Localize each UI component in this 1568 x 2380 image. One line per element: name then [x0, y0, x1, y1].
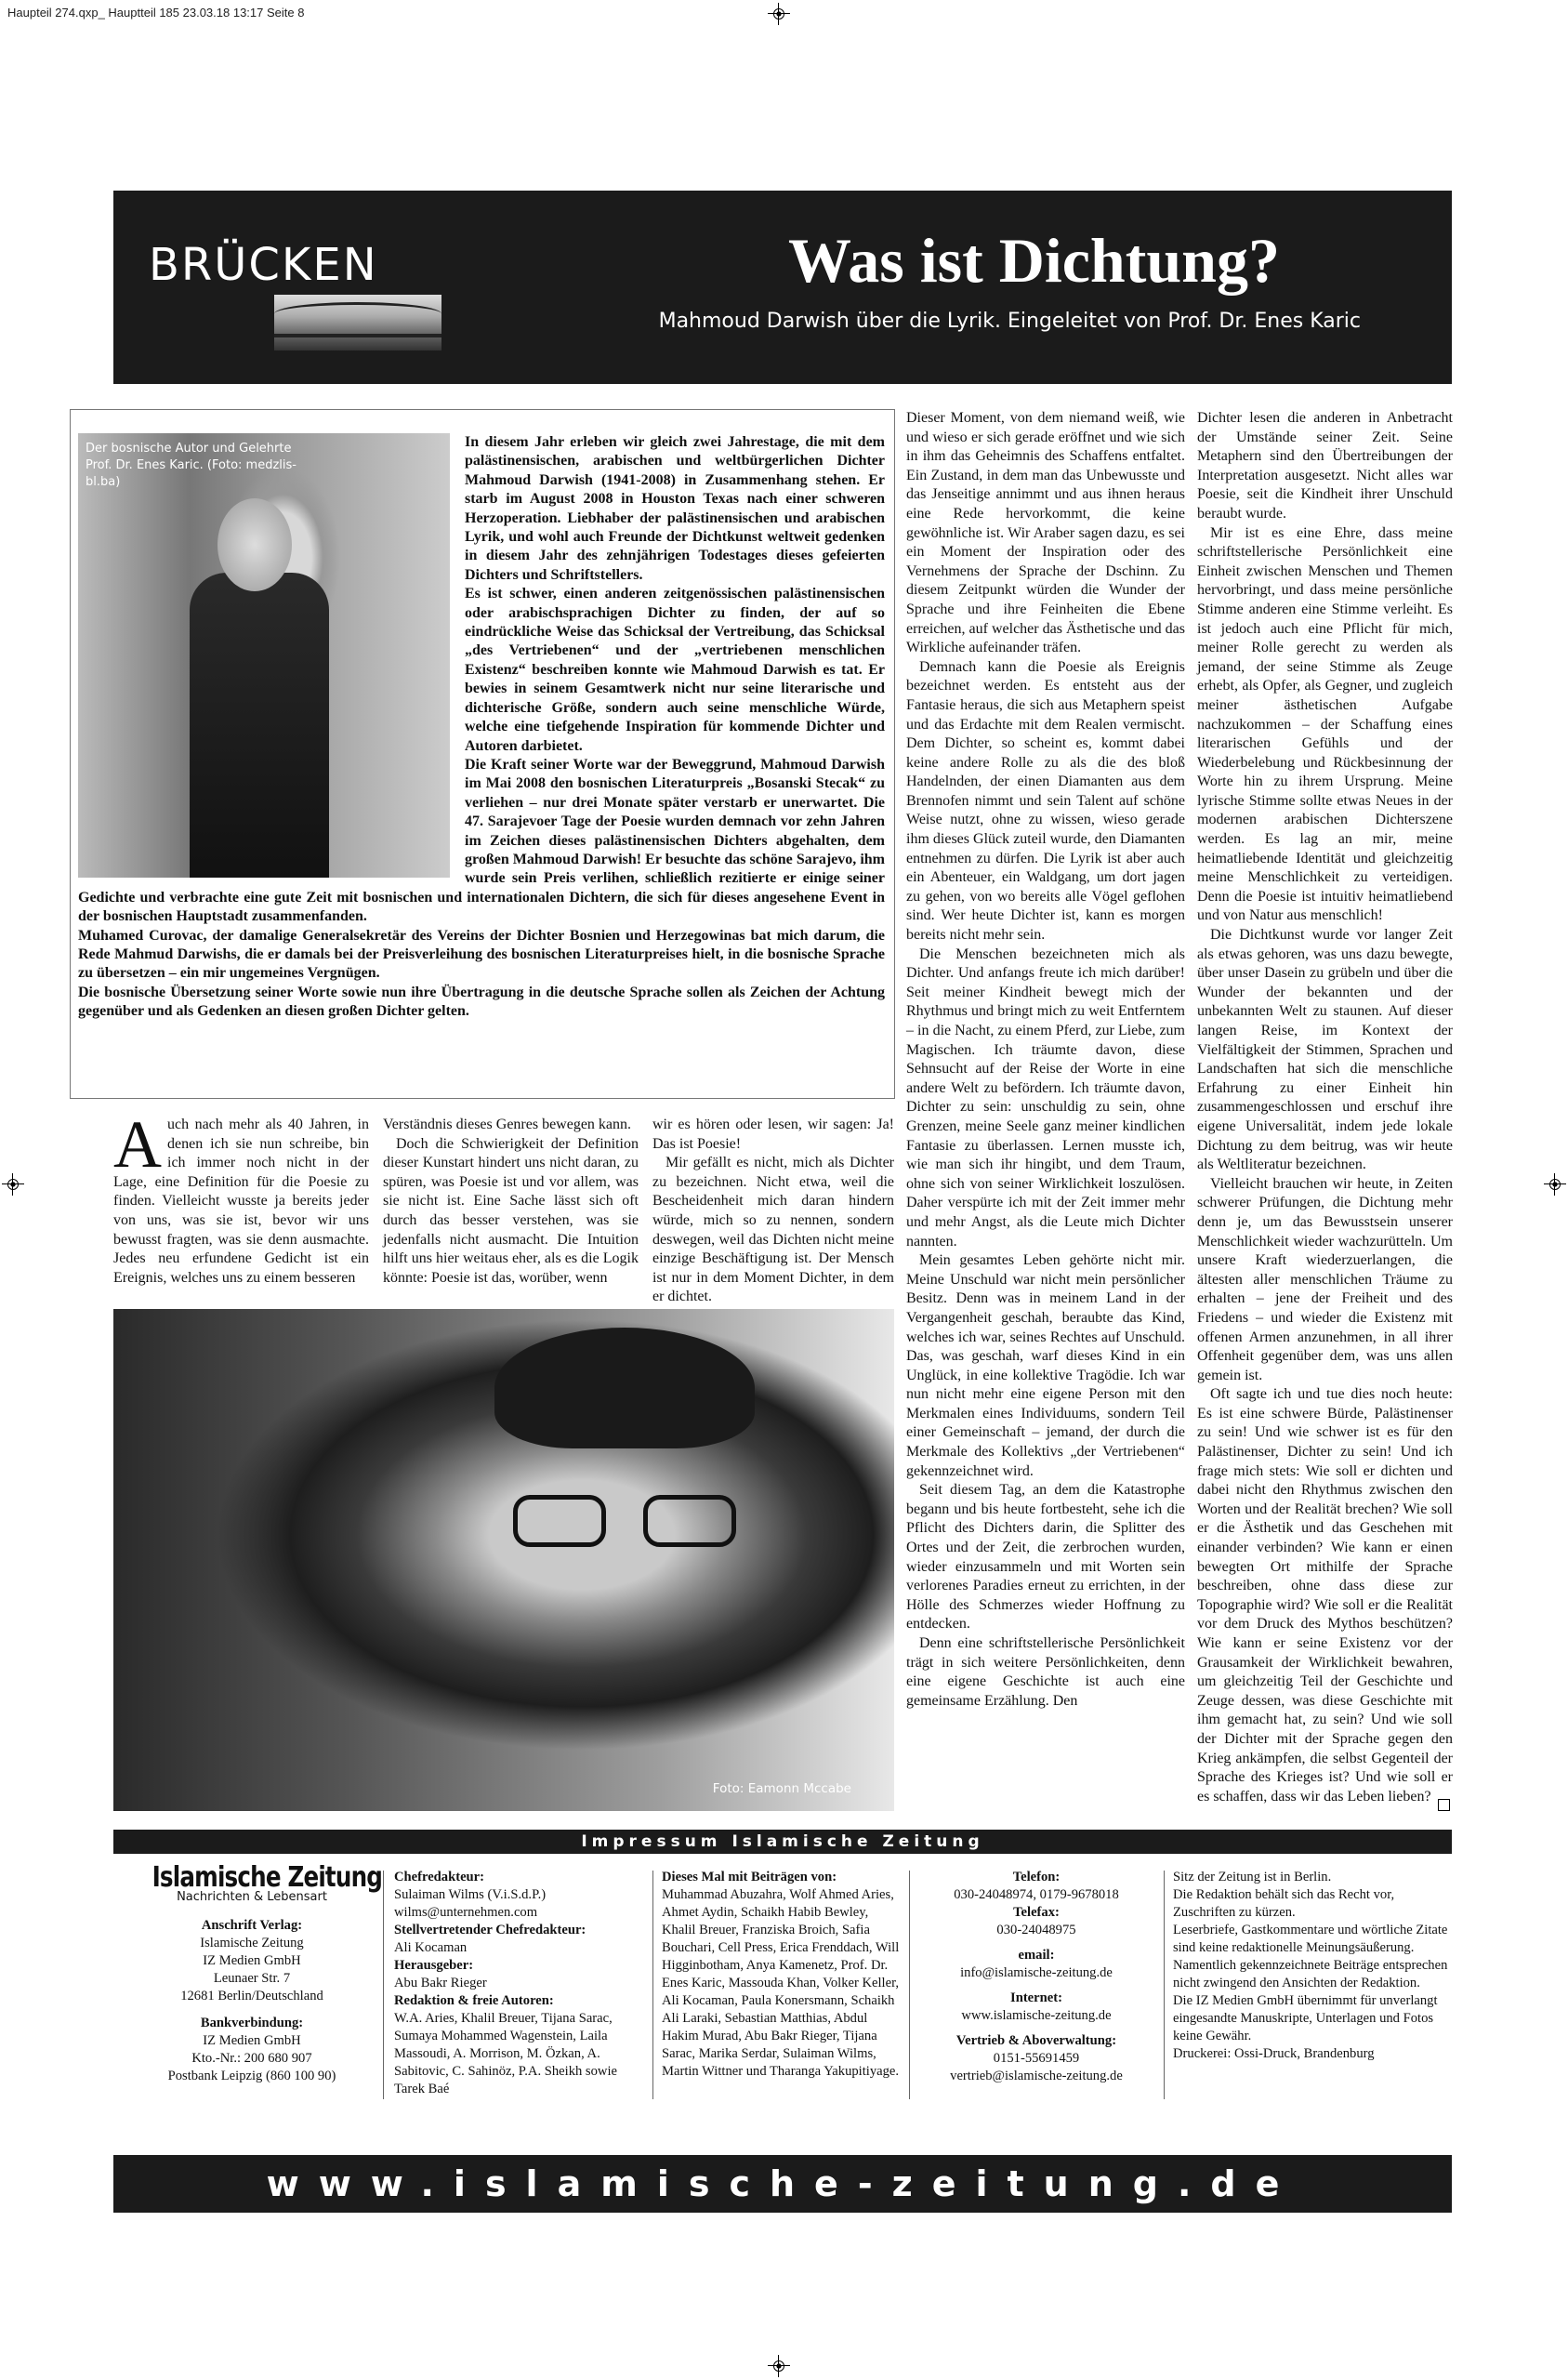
- legal-line: Die IZ Medien GmbH übernimmt für unverlangt eingesandte Manuskripte, Unterlagen und Fotos keine Gewähr.: [1173, 1993, 1438, 2043]
- article-column-5: [1197, 409, 1453, 1806]
- impressum-publisher: [130, 1861, 383, 2085]
- newspaper-logo: Islamische Zeitung: [152, 1861, 383, 1894]
- internet-label: Internet:: [1010, 1990, 1062, 2005]
- article-paragraph: uch nach mehr als 40 Jahren, in denen ich sie nun schreibe, bin ich immer noch nicht in der Lage, eine Definition für die Poesie zu finden. Vielleicht wusste ja bereits jeder von uns, was sie ist, bevor wir uns bewusst fragten, was sie denn ausmachte. Jedes neu erfundene Gedicht ist ein Ereignis, welches uns zu einem besseren: [113, 1117, 369, 1286]
- bridge-image: [274, 295, 441, 350]
- article-paragraph: Mir ist es eine Ehre, dass meine schriftstellerische Persönlichkeit eine Einheit zwischen Menschen und Themen hervorbringt, und dass meine persönliche Stimme anderen eine Stimme verleiht. Es ist jedoch auch eine Pflicht für mich, meiner Rolle gerecht zu werden als jemand, der seine Stimme als Zeuge erhebt, als Opfer, als Gegner, und zugleich meiner ästhetischen Aufgabe nachzukommen – der Schaffung eines literarischen Gefühls und der Wiederbelebung und Rückbesinnung der Worte hin zu ihrem Ursprung. Meine lyrische Stimme sollte etwas Neues in der modernen arabischen Dichterszene werden. Es lag an mir, meine heimatliebende Identität und gleichzeitig meine Menschlichkeit zu verteidigen. Denn die Poesie ist intuitiv heimatliebend und von Natur aus menschlich!: [1197, 524, 1453, 924]
- darwish-portrait: [113, 1309, 894, 1811]
- crop-mark-icon: [768, 2355, 790, 2377]
- crop-mark-icon: [768, 3, 790, 25]
- contributors-list: Muhammad Abuzahra, Wolf Ahmed Aries, Ahmet Aydin, Schaikh Habib Bewley, Khalil Breuer, Franziska Broich, Safia Bouchari, Cell Press, Erica Frenddach, Will Higginbotham, Anya Kamenetz, Prof. Dr. Enes Karic, Massouda Khan, Volker Keller, Ali Kocaman, Paula Konersmann, Schaikh Ali Laraki, Sebastian Matthias, Abdul Hakim Murad, Abu Bakr Rieger, Tijana Sarac, Marika Serdar, Sulaiman Wilms, Martin Wittner und Tharanga Yakupitiyage.: [662, 1887, 900, 2079]
- article-paragraph: Doch die Schwierigkeit der Definition dieser Kunstart hindert uns nicht daran, zu spüren, was Poesie ist und vor allem, was sie nicht ist. Eine Sache lässt sich oft durch das besser verstehen, was sie jedenfalls nicht ausmacht. Die Intuition hilft uns hier weitaus eher, als es die Logik könnte: Poesie ist das, worüber, wenn: [383, 1135, 639, 1286]
- drop-cap: A: [113, 1107, 162, 1182]
- article-paragraph: Dichter lesen die anderen in Anbetracht der Umstände seiner Zeit. Seine Metaphern sind den Übertreibungen der Interpretation ausgesetzt. Nicht alles war Poesie, seit die Kindheit ihrer Unschuld beraubt wurde.: [1197, 410, 1453, 522]
- article-paragraph: Mir gefällt es nicht, mich als Dichter zu bezeichnen. Nicht etwa, weil die Bescheidenheit mich daran hindern würde, mich so zu nennen, sondern deswegen, weil das Dichten nicht meine einzige Beschäftigung ist. Der Mensch ist nur in dem Moment Dichter, in dem er dichtet.: [652, 1155, 894, 1305]
- article-column-2: [383, 1116, 639, 1288]
- photo-credit: Foto: Eamonn Mccabe: [712, 1781, 851, 1796]
- article-paragraph: Die Menschen bezeichneten mich als Dichter. Und anfangs freute ich mich darüber! Seit meiner Kindheit bewegt mich der Rhythmus und bringt mich zu weit Entferntem – in die Nacht, zu einem Pferd, zur Liebe, zum Magischen. Ich träumte davon, diese Sehnsucht auf der Reise der Worte in eine andere Welt zu befördern. Ich träumte davon, Dichter zu sein: unschuldig zu sein, ohne Grenzen, meine Seele ganz meiner kindlichen Fantasie zu überlassen. Lernen musste ich, wie man sich ihr hingibt, und dem Traum, ohne sich von seiner Wirklichkeit loszulösen. Daher verspürte ich mit der Zeit immer mehr und mehr Angst, als die Leute mich Dichter nannten.: [906, 945, 1185, 1250]
- divider: [909, 1871, 910, 2099]
- print-slug: Haupteil 274.qxp_ Hauptteil 185 23.03.18 13:17 Seite 8: [7, 6, 305, 20]
- publisher2-label: Herausgeber:: [394, 1958, 474, 1973]
- article-paragraph: Vielleicht brauchen wir heute, in Zeiten schwerer Prüfungen, die Dichtung mehr denn je, um das Bewusstsein unserer Menschlichkeit wieder wachzurütteln. Um unsere Kraft wiederzuerlangen, die ältesten aller menschlichen Träume zu erhalten – jene der Freiheit und des Friedens – und wieder die Existenz mit offenen Armen anzunehmen, in all ihrer Offenheit gegenüber dem, was uns allen gemein ist.: [1197, 1175, 1453, 1383]
- impressum-bar: Impressum Islamische Zeitung: [113, 1830, 1452, 1854]
- staff-label: Redaktion & freie Autoren:: [394, 1993, 554, 2008]
- legal-line: Sitz der Zeitung ist in Berlin.: [1173, 1870, 1332, 1884]
- article-column-3: [652, 1116, 894, 1307]
- address-line: IZ Medien GmbH: [203, 1953, 301, 1968]
- legal-line: Die Redaktion behält sich das Recht vor, Zuschriften zu kürzen.: [1173, 1887, 1395, 1920]
- editor-label: Chefredakteur:: [394, 1870, 485, 1884]
- staff-list: W.A. Aries, Khalil Breuer, Tijana Sarac, Sumaya Mohammed Wagenstein, Laila Massoudi, A. Morrison, M. Özkan, A. Sabitovic, C. Sahinöz, P.A. Sheikh sowie Tarek Baé: [394, 2011, 617, 2096]
- author-photo: [78, 433, 450, 878]
- logo-tagline: Nachrichten & Lebensart: [177, 1890, 327, 1904]
- article-paragraph: Denn eine schriftstellerische Persönlichkeit trägt in sich weitere Persönlichkeiten, denn eine eigene Geschichte ist auch eine gemeinsame Erzählung. Den: [906, 1635, 1185, 1709]
- address-line: Islamische Zeitung: [200, 1936, 304, 1950]
- article-paragraph: Demnach kann die Poesie als Ereignis bezeichnet werden. Es entsteht aus der Fantasie heraus, die sich aus Metaphern speist und das Erdachte mit dem Realen vermischt. Dem Dichter, so scheint es, kommt dabei keine andere Rolle zu als die des bloß Handelnden, der einen Diamanten aus dem Brennofen nimmt und sein Talent auf schöne Weise nutzt, ohne zu wissen, wieso gerade ihm dieses Glück zuteil wurde, den Diamanten entnehmen zu dürfen. Die Lyrik ist aber auch ein Abenteuer, ein Waldgang, um dort jagen zu gehen, von wo bereits alle Vögel geflohen sind. Wer heute Dichter ist, kann es morgen bereits nicht mehr sein.: [906, 658, 1185, 944]
- legal-line: Namentlich gekennzeichnete Beiträge entsprechen nicht zwingend den Ansichten der Redaktion.: [1173, 1958, 1448, 1990]
- crop-mark-icon: [2, 1173, 24, 1196]
- sales-phone: 0151-55691459: [993, 2051, 1080, 2066]
- article-paragraph: Dieser Moment, von dem niemand weiß, wie und wieso er sich gerade eröffnet und wie sich in ihm das Geheimnis des Schaffens entfaltet. Ein Zustand, in dem man das Unbewusste und das Jenseitige annimmt und aus ihnen heraus eine Rede hervorkommt, die keine gewöhnliche ist. Wir Araber sagen dazu, es sei ein Moment der Inspiration oder des Vernehmens der Sprache der Dschinn. Zu diesem Zeitpunkt würden die Wunder der Sprache und ihre Feinheiten die Ebene erreichen, auf welcher das Ästhetische und das Wirkliche aufeinander träfen.: [906, 410, 1185, 656]
- impressum-legal: [1173, 1869, 1452, 2063]
- page-title: Was ist Dichtung?: [788, 225, 1280, 296]
- fax-value: 030-24048975: [996, 1923, 1076, 1937]
- article-paragraph: Die Dichtkunst wurde vor langer Zeit als etwas gehoren, was uns dazu bewegte, über unser Dasein zu grübeln und über die Wunder der bekannten und der unbekannten Welt zu staunen. Auf dieser langen Reise, im Kontext der Vielfältigkeit der Stimmen, Sprachen und Landschaften hat sich die menschliche Erfahrung zu einer Einheit hin zusammengeschlossen und erschuf ihre eigene Universalität, indem jede lokale Dichtung zu dem beitrug, was wir heute als Weltliteratur bezeichnen.: [1197, 927, 1453, 1173]
- website-link[interactable]: www.islamische-zeitung.de: [961, 2008, 1112, 2023]
- impressum-contributors: [662, 1869, 902, 2081]
- legal-line: Druckerei: Ossi-Druck, Brandenburg: [1173, 2046, 1375, 2061]
- address-line: Leunaer Str. 7: [213, 1971, 291, 1986]
- divider: [652, 1871, 653, 2099]
- article-column-4: [906, 409, 1185, 1711]
- legal-line: Leserbriefe, Gastkommentare und wörtliche Zitate sind keine redaktionelle Meinungsäußerung.: [1173, 1923, 1448, 1955]
- crop-mark-icon: [1544, 1173, 1566, 1196]
- bank-label: Bankverbindung:: [200, 2016, 304, 2030]
- impressum-contact: [916, 1869, 1157, 2085]
- divider: [383, 1871, 384, 2099]
- publisher2-name: Abu Bakr Rieger: [394, 1976, 487, 1990]
- article-paragraph: Verständnis dieses Genres bewegen kann.: [383, 1117, 632, 1132]
- intro-paragraph: Die bosnische Übersetzung seiner Worte sowie nun ihre Übertragung in die deutsche Sprache sollen als Zeichen der Achtung gegenüber und als Gedenken an diesen großen Dichter gelten.: [78, 984, 885, 1020]
- impressum-editors: [394, 1869, 643, 2098]
- divider: [1164, 1871, 1165, 2099]
- article-paragraph: wir es hören oder lesen, wir sagen: Ja! Das ist Poesie!: [652, 1117, 894, 1152]
- address-line: 12681 Berlin/Deutschland: [180, 1989, 323, 2003]
- intro-box: [70, 409, 895, 1099]
- article-column-1: [113, 1107, 369, 1288]
- phone-label: Telefon:: [1012, 1870, 1061, 1884]
- article-paragraph: Mein gesamtes Leben gehörte nicht mir. Meine Unschuld war nicht mein persönlicher Besitz. Denn was in meinem Land in der Vergangenheit geschah, beraubte das Kind, welches ich war, seines Rechtes auf Unschuld. Das, was geschah, warf dieses Kind in ein Unglück, in eine kollektive Tragödie. Ich war nun nicht mehr eine eigene Person mit den Merkmalen eines Individuums, sondern Teil einer Gemeinschaft – jemand, der durch die Merkmale des Kollektivs „der Vertriebenen“ gekennzeichnet wird.: [906, 1252, 1185, 1479]
- article-paragraph: Oft sagte ich und tue dies noch heute: Es ist eine schwere Bürde, Palästinenser zu sein! Und wie schwer ist es für den Palästinenser, Dichter zu sein! Und ich frage mich stets: Wie soll er dichten und dabei nicht den Rhythmus zwischen den Worten und der Realität brechen? Wie soll er die Ästhetik und das Geschehen mit einander verbinden? Wie kann er einen bewegten Ort mithilfe der Sprache beschreiben, ohne dass diese zur Topographie wird? Wie soll er die Realität vor dem Druck des Mythos beschützen? Wie kann er seine Existenz vor der Grausamkeit der Wirklichkeit bewahren, um gleichzeitig Teil der Geschichte und Zeuge dessen, was diese Geschichte mit ihm gemacht hat, zu sein? Und wie soll der Dichter mit der Sprache gegen den Krieg ankämpfen, die selbst Gegenteil der Sprache des Krieges ist? Und wie soll er es schaffen, dass wir das Leben lieben?: [1197, 1386, 1453, 1805]
- deputy-label: Stellvertretender Chefredakteur:: [394, 1923, 586, 1937]
- fax-label: Telefax:: [1013, 1905, 1060, 1920]
- phone-value: 030-24048974, 0179-9678018: [954, 1887, 1119, 1902]
- email-link[interactable]: info@islamische-zeitung.de: [960, 1965, 1113, 1980]
- intro-paragraph: Die Kraft seiner Worte war der Beweggrund, Mahmoud Darwish im Mai 2008 den bosnischen Literaturpreis „Bosanski Stecak“ zu verliehen – nur drei Monate später verstarb er unerwartet. Die 47. Sarajevoer Tage der Poesie wurden demnach vor zehn Jahren im Zeichen dieses palästinensischen Dichters abgehalten, dem großen Mahmoud Darwish! Er besuchte das schöne Sarajevo, ihm wurde sein Preis verlihen, schließlich rezitierte er einige seiner Gedichte und verbrachte eine gute Zeit mit bosnischen und internationalen Dichtern, die sich für dieses angesehene Event in der bosnischen Hauptstadt zusammenfanden.: [78, 756, 885, 925]
- intro-paragraph: Es ist schwer, einen anderen zeitgenössischen palästinensischen oder arabischsprachigen Dichter zu finden, der auf so eindrückliche Weise das Schicksal der Vertreibung, das Schicksal „des Vertriebenen“ und der „vertriebenen menschlichen Existenz“ beschreiben konnte wie Mahmoud Darwish es tat. Er bewies in seinem Gesamtwerk nicht nur seine literarische und dichterische Größe, sondern auch seine menschliche Würde, welche eine tiefgehende Inspiration für kommende Dichter und Autoren darbietet.: [465, 586, 885, 754]
- bank-line: Kto.-Nr.: 200 680 907: [191, 2051, 312, 2066]
- bank-line: Postbank Leipzig (860 100 90): [167, 2069, 336, 2083]
- sales-email[interactable]: vertrieb@islamische-zeitung.de: [950, 2069, 1123, 2083]
- editor-email[interactable]: wilms@unternehmen.com: [394, 1905, 538, 1920]
- section-banner: [113, 191, 1452, 384]
- end-mark-icon: [1438, 1799, 1450, 1811]
- section-brand: BRÜCKEN: [149, 239, 378, 291]
- article-paragraph: Seit diesem Tag, an dem die Katastrophe begann und bis heute fortbesteht, sehe ich die Pflicht des Dichters darin, die Splitter des Ortes und der Zeit, die zerbrochen wurden, wieder einzusammeln und mit Worten sein verlorenes Paradies erneut zu errichten, in der Hölle des Schmerzes wieder Hoffnung zu entdecken.: [906, 1482, 1185, 1633]
- contributors-label: Dieses Mal mit Beiträgen von:: [662, 1870, 837, 1884]
- photo-caption: Der bosnische Autor und Gelehrte Prof. Dr. Enes Karic. (Foto: medzlis-bl.ba): [86, 442, 296, 489]
- editor-name: Sulaiman Wilms (V.i.S.d.P.): [394, 1887, 547, 1902]
- page-subtitle: Mahmoud Darwish über die Lyrik. Eingeleitet von Prof. Dr. Enes Karic: [658, 310, 1361, 333]
- bank-line: IZ Medien GmbH: [203, 2033, 301, 2048]
- intro-text: [78, 433, 885, 1022]
- email-label: email:: [1018, 1948, 1055, 1963]
- website-url-bar[interactable]: www.islamische-zeitung.de: [113, 2155, 1452, 2213]
- publisher-label: Anschrift Verlag:: [201, 1918, 303, 1933]
- intro-paragraph: In diesem Jahr erleben wir gleich zwei Jahrestage, die mit dem palästinensischen, arabischen und weltbürgerlichen Dichter Mahmoud Darwish (1941-2008) in Zusammenhang stehen. Er starb im August 2008 in Houston Texas nach einer schweren Herzoperation. Liebhaber der palästinensischen und arabischen Lyrik, und wohl auch Freunde der Dichtkunst weltweit gedenken in diesem Jahr des zehnjährigen Todestages dieses gefeierten Dichters und Schriftstellers.: [465, 434, 885, 583]
- intro-paragraph: Muhamed Curovac, der damalige Generalsekretär des Vereins der Dichter Bosnien und Herzegowinas bat mich darum, die Rede Mahmud Darwishs, die er damals bei der Preisverleihung des bosnischen Literaturpreises hielt, in die bosnische Sprache zu übersetzen – ein mir ungemeines Vergnügen.: [78, 927, 885, 982]
- sales-label: Vertrieb & Aboverwaltung:: [955, 2033, 1117, 2048]
- deputy-name: Ali Kocaman: [394, 1940, 468, 1955]
